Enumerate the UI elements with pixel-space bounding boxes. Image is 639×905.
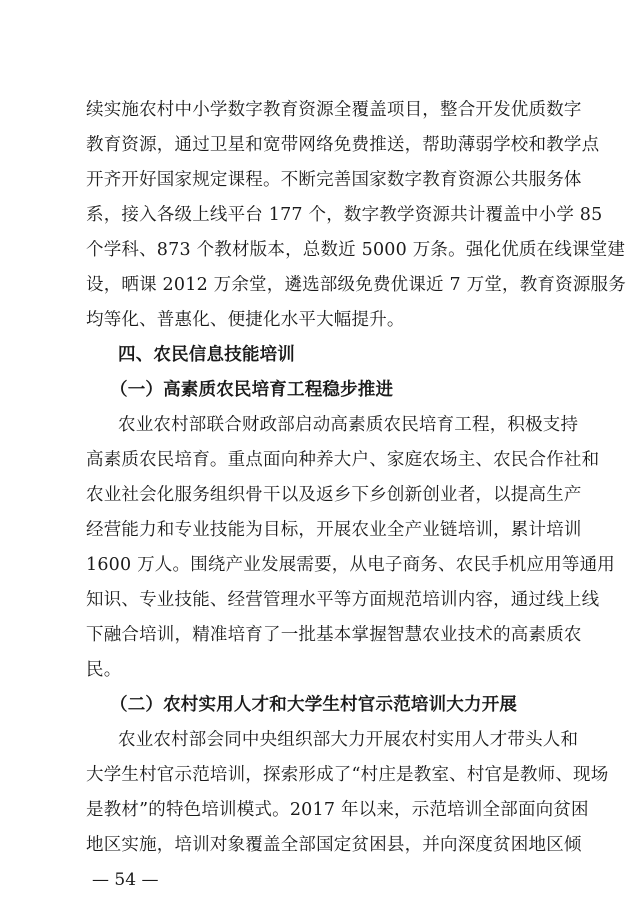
paragraph-line: 大学生村官示范培训，探索形成了“村庄是教室、村官是教师、现场 bbox=[86, 765, 609, 785]
section-heading: 四、农民信息技能培训 bbox=[118, 345, 295, 365]
paragraph-line: 系，接入各级上线平台 177 个，数字教学资源共计覆盖中小学 85 bbox=[86, 205, 603, 225]
subsection-heading: （二）农村实用人才和大学生村官示范培训大力开展 bbox=[110, 695, 518, 715]
paragraph-line: 1600 万人。围绕产业发展需要，从电子商务、农民手机应用等通用 bbox=[86, 555, 615, 575]
paragraph-line: 经营能力和专业技能为目标，开展农业全产业链培训，累计培训 bbox=[86, 520, 582, 540]
paragraph-line: 农业社会化服务组织骨干以及返乡下乡创新创业者，以提高生产 bbox=[86, 485, 582, 505]
paragraph-line: 民。 bbox=[86, 660, 122, 680]
paragraph-line: 均等化、普惠化、便捷化水平大幅提升。 bbox=[86, 310, 405, 330]
subsection-heading: （一）高素质农民培育工程稳步推进 bbox=[110, 380, 394, 400]
paragraph-line: 农业农村部会同中央组织部大力开展农村实用人才带头人和 bbox=[118, 730, 579, 750]
paragraph-line: 下融合培训，精准培育了一批基本掌握智慧农业技术的高素质农 bbox=[86, 625, 582, 645]
paragraph-line: 续实施农村中小学数字教育资源全覆盖项目，整合开发优质数字 bbox=[86, 100, 582, 120]
page-number: — 54 — bbox=[92, 870, 159, 890]
paragraph-line: 地区实施，培训对象覆盖全部国定贫困县，并向深度贫困地区倾 bbox=[86, 835, 582, 855]
paragraph-line: 教育资源，通过卫星和宽带网络免费推送，帮助薄弱学校和教学点 bbox=[86, 135, 600, 155]
paragraph-line: 个学科、873 个教材版本，总数近 5000 万条。强化优质在线课堂建 bbox=[86, 240, 626, 260]
paragraph-line: 高素质农民培育。重点面向种养大户、家庭农场主、农民合作社和 bbox=[86, 450, 600, 470]
paragraph-line: 知识、专业技能、经营管理水平等方面规范培训内容，通过线上线 bbox=[86, 590, 600, 610]
paragraph-line: 设，晒课 2012 万余堂，遴选部级免费优课近 7 万堂，教育资源服务 bbox=[86, 275, 626, 295]
paragraph-line: 农业农村部联合财政部启动高素质农民培育工程，积极支持 bbox=[118, 415, 579, 435]
paragraph-line: 是教材”的特色培训模式。2017 年以来，示范培训全部面向贫困 bbox=[86, 800, 589, 820]
paragraph-line: 开齐开好国家规定课程。不断完善国家数字教育资源公共服务体 bbox=[86, 170, 582, 190]
